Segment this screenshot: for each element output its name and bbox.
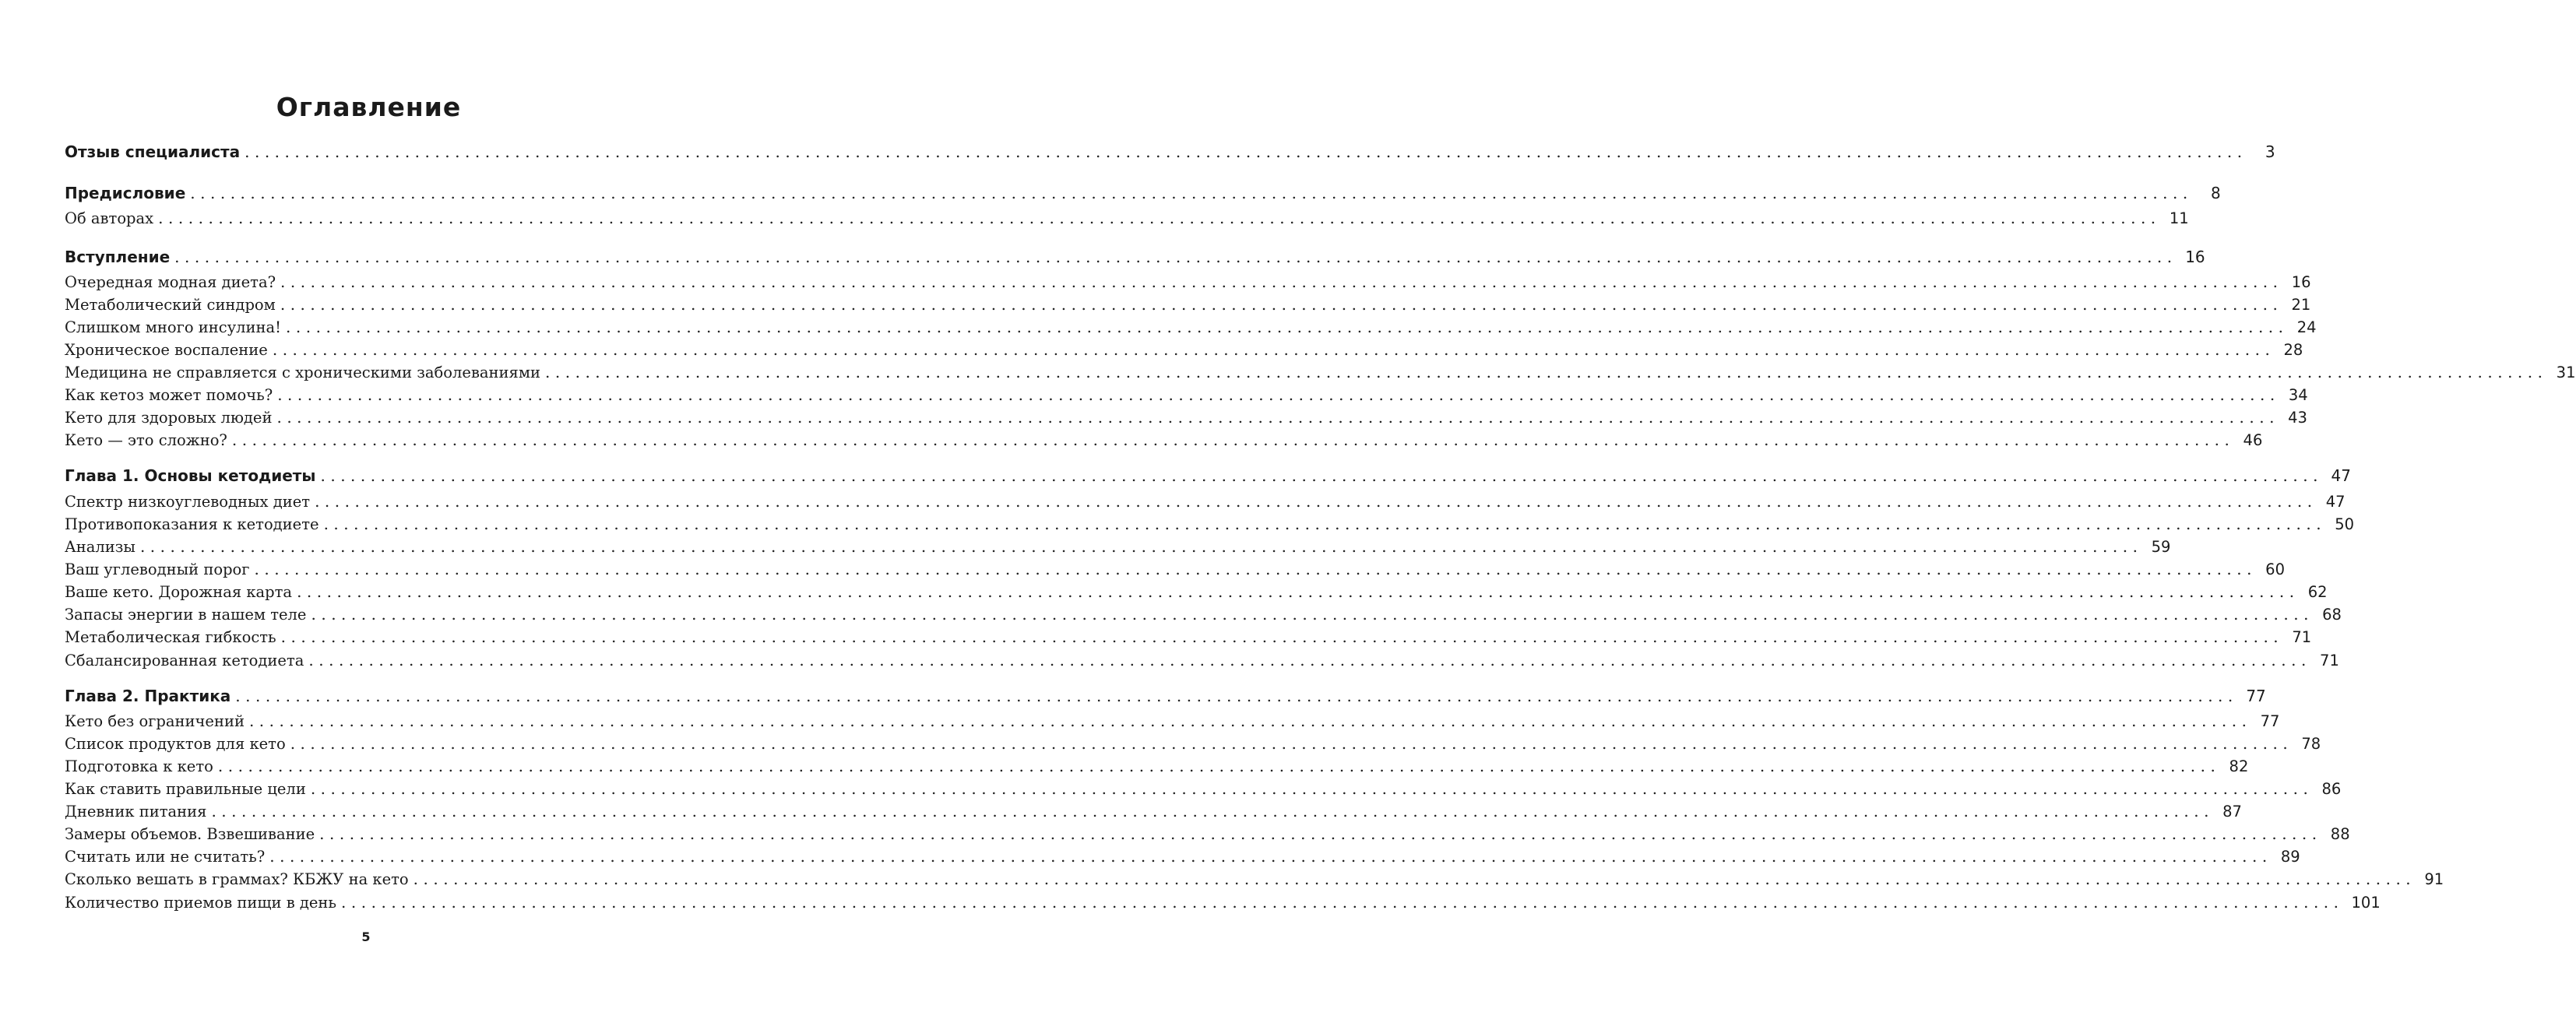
toc-section	[65, 466, 2351, 488]
dot-leader: ........................................................................................................................................................................................................	[231, 430, 2235, 449]
dot-leader: ........................................................................................................................................................................................................	[280, 295, 2283, 314]
entry-page-number: 31	[2556, 364, 2576, 381]
toc-entry	[65, 627, 2312, 649]
entry-title: Кето без ограничений	[65, 712, 245, 730]
entry-page-number: 3	[2265, 142, 2275, 161]
toc-entry	[65, 870, 2444, 891]
entry-page-number: 46	[2243, 431, 2263, 449]
entry-page-number: 71	[2320, 652, 2339, 669]
entry-page-number: 47	[2325, 493, 2345, 511]
toc-entry	[65, 408, 2307, 430]
toc-section	[65, 184, 2221, 206]
dot-leader: ........................................................................................................................................................................................................	[319, 824, 2322, 843]
entry-page-number: 87	[2222, 803, 2242, 820]
entry-title: Замеры объемов. Взвешивание	[65, 825, 315, 843]
entry-title: Медицина не справляется с хроническими заболеваниями	[65, 364, 541, 381]
dot-leader: ........................................................................................................................................................................................................	[269, 847, 2272, 866]
entry-page-number: 59	[2151, 538, 2171, 556]
entry-title: Предисловие	[65, 184, 186, 202]
toc-entry	[65, 779, 2342, 801]
entry-title: Ваш углеводный порог	[65, 560, 250, 578]
toc-entry	[65, 734, 2321, 756]
entry-title: Противопоказания к кетодиете	[65, 515, 319, 533]
entry-title: Хроническое воспаление	[65, 341, 268, 359]
toc-entry	[65, 340, 2303, 362]
dot-leader: ........................................................................................................................................................................................................	[308, 651, 2311, 669]
entry-page-number: 62	[2307, 583, 2328, 601]
dot-leader: ........................................................................................................................................................................................................	[413, 870, 2416, 888]
toc-section	[65, 142, 2275, 164]
entry-page-number: 88	[2330, 825, 2350, 843]
toc-entry	[65, 582, 2328, 604]
entry-title: Как кетоз может помочь?	[65, 386, 273, 404]
dot-leader: ........................................................................................................................................................................................................	[190, 184, 2193, 202]
dot-leader: ........................................................................................................................................................................................................	[254, 560, 2257, 578]
toc-entry	[65, 651, 2339, 673]
toc-section	[65, 687, 2266, 708]
toc-entry	[65, 318, 2317, 339]
toc-entry	[65, 824, 2350, 846]
dot-leader: ........................................................................................................................................................................................................	[158, 209, 2161, 227]
dot-leader: ........................................................................................................................................................................................................	[310, 779, 2314, 798]
entry-title: Список продуктов для кето	[65, 735, 286, 753]
dot-leader: ........................................................................................................................................................................................................	[311, 605, 2314, 624]
dot-leader: ........................................................................................................................................................................................................	[272, 340, 2275, 359]
toc-entry	[65, 893, 2381, 915]
entry-page-number: 43	[2288, 409, 2307, 427]
entry-page-number: 89	[2280, 848, 2300, 866]
dot-leader: ........................................................................................................................................................................................................	[248, 712, 2252, 730]
entry-title: Спектр низкоуглеводных диет	[65, 493, 311, 511]
toc-entry	[65, 385, 2308, 407]
entry-page-number: 77	[2246, 687, 2266, 705]
entry-title: Метаболический синдром	[65, 296, 276, 314]
dot-leader: ........................................................................................................................................................................................................	[545, 363, 2548, 381]
entry-page-number: 77	[2260, 712, 2280, 730]
entry-title: Сколько вешать в граммах? КБЖУ на кето	[65, 870, 409, 888]
entry-title: Подготовка к кето	[65, 757, 213, 775]
entry-page-number: 71	[2292, 628, 2312, 646]
toc-entry	[65, 605, 2342, 627]
dot-leader: ........................................................................................................................................................................................................	[297, 582, 2300, 601]
entry-title: Кето для здоровых людей	[65, 409, 273, 427]
toc-entry	[65, 757, 2249, 778]
entry-page-number: 16	[2291, 273, 2311, 291]
entry-page-number: 101	[2351, 894, 2381, 912]
entry-page-number: 60	[2265, 560, 2285, 578]
entry-title: Запасы энергии в нашем теле	[65, 606, 307, 624]
dot-leader: ........................................................................................................................................................................................................	[217, 757, 2221, 775]
entry-title: Считать или не считать?	[65, 848, 266, 866]
toc-entry	[65, 847, 2300, 869]
dot-leader: ........................................................................................................................................................................................................	[277, 385, 2280, 404]
toc-entry	[65, 363, 2576, 385]
toc-entry	[65, 802, 2242, 824]
entry-title: Об авторах	[65, 209, 154, 227]
entry-page-number: 11	[2169, 209, 2189, 227]
entry-title: Ваше кето. Дорожная карта	[65, 583, 293, 601]
entry-title: Метаболическая гибкость	[65, 628, 276, 646]
dot-leader: ........................................................................................................................................................................................................	[286, 318, 2289, 336]
entry-title: Слишком много инсулина!	[65, 318, 282, 336]
toc-entry	[65, 209, 2189, 230]
entry-page-number: 16	[2185, 248, 2205, 266]
dot-leader: ........................................................................................................................................................................................................	[139, 537, 2143, 556]
toc-entry	[65, 272, 2311, 294]
dot-leader: ........................................................................................................................................................................................................	[280, 272, 2283, 291]
entry-title: Как ставить правильные цели	[65, 780, 306, 798]
entry-title: Вступление	[65, 248, 171, 266]
entry-title: Количество приемов пищи в день	[65, 894, 337, 912]
toc-entry	[65, 295, 2311, 317]
toc-entry	[65, 492, 2345, 514]
entry-page-number: 21	[2291, 296, 2311, 314]
entry-title: Анализы	[65, 538, 135, 556]
dot-leader: ........................................................................................................................................................................................................	[320, 466, 2323, 485]
entry-page-number: 24	[2296, 318, 2317, 336]
toc-section	[65, 248, 2205, 269]
entry-page-number: 8	[2211, 184, 2221, 202]
page-number: 5	[361, 929, 371, 944]
dot-leader: ........................................................................................................................................................................................................	[280, 627, 2284, 646]
dot-leader: ........................................................................................................................................................................................................	[290, 734, 2293, 753]
dot-leader: ........................................................................................................................................................................................................	[211, 802, 2214, 820]
dot-leader: ........................................................................................................................................................................................................	[174, 248, 2177, 266]
entry-title: Глава 1. Основы кетодиеты	[65, 466, 316, 485]
entry-page-number: 86	[2321, 780, 2342, 798]
dot-leader: ........................................................................................................................................................................................................	[235, 687, 2238, 705]
entry-page-number: 50	[2335, 515, 2355, 533]
entry-page-number: 91	[2424, 870, 2444, 888]
dot-leader: ........................................................................................................................................................................................................	[276, 408, 2279, 427]
entry-page-number: 47	[2331, 466, 2351, 485]
dot-leader: ........................................................................................................................................................................................................	[245, 142, 2247, 161]
toc-entry	[65, 712, 2280, 733]
toc-entry	[65, 537, 2171, 559]
entry-title: Кето — это сложно?	[65, 431, 227, 449]
entry-page-number: 68	[2322, 606, 2342, 624]
toc-entry	[65, 515, 2355, 536]
dot-leader: ........................................................................................................................................................................................................	[315, 492, 2317, 511]
dot-leader: ........................................................................................................................................................................................................	[341, 893, 2344, 912]
entry-page-number: 82	[2229, 757, 2249, 775]
page-title: Оглавление	[276, 92, 462, 122]
dot-leader: ........................................................................................................................................................................................................	[323, 515, 2327, 533]
entry-title: Очередная модная диета?	[65, 273, 276, 291]
entry-page-number: 34	[2288, 386, 2308, 404]
entry-page-number: 28	[2283, 341, 2303, 359]
toc-entry	[65, 430, 2263, 452]
toc-entry	[65, 560, 2285, 582]
entry-title: Сбалансированная кетодиета	[65, 652, 304, 669]
entry-title: Отзыв специалиста	[65, 142, 241, 161]
entry-title: Глава 2. Практика	[65, 687, 231, 705]
entry-page-number: 78	[2301, 735, 2321, 753]
entry-title: Дневник питания	[65, 803, 207, 820]
